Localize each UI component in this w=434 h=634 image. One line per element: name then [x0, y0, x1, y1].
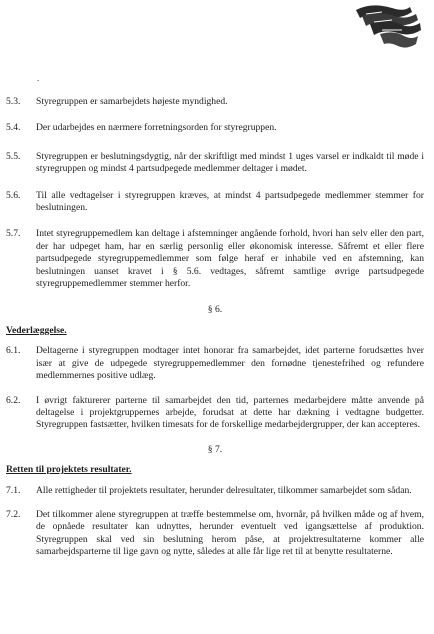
- clause-5-4: [6, 122, 424, 134]
- stray-mark: .: [37, 73, 40, 83]
- section-7-heading: Retten til projektets resultater.: [6, 464, 132, 476]
- clause-7-2: [6, 509, 424, 559]
- clause-5-6: [6, 190, 424, 215]
- clause-number: 5.7.: [6, 228, 21, 240]
- clause-5-5: [6, 151, 424, 176]
- clause-number: 5.6.: [6, 189, 21, 201]
- logo-emblem-icon: [352, 4, 424, 50]
- clause-text: Styregruppen er beslutningsdygtig, når der skriftligt med mindst 1 uges varsel er indkaldt til møde i styregruppen og mindst 4 partsudpegede medlemmer deltager i mødet.: [36, 150, 424, 175]
- clause-text: Der udarbejdes en nærmere forretningsorden for styregruppen.: [36, 122, 277, 134]
- clause-number: 5.5.: [6, 150, 21, 162]
- clause-number: 7.1.: [6, 484, 21, 496]
- document-body: [6, 96, 424, 559]
- clause-text: Intet styregruppemedlem kan deltage i afstemninger angående forhold, hvori han selv eller den part, der har udpeget ham, har en særlig personlig eller økonomisk interesse. Såfremt et eller flere partsudpegede styregruppemedlemmer som følge heraf er inhabile ved en afstemning, kan beslutningen uanset kravet i § 5.6. vedtages, såfremt samtlige øvrige partsudpegede styregruppemedlemmer stemmer herfor.: [36, 228, 424, 290]
- section-6-mark: § 6.: [207, 304, 223, 316]
- section-7-mark: § 7.: [207, 443, 223, 455]
- clause-number: 6.1.: [6, 345, 21, 357]
- clause-number: 7.2.: [6, 508, 21, 520]
- clause-5-3: [6, 96, 424, 108]
- clause-6-2: [6, 395, 424, 432]
- clause-text: Deltagerne i styregruppen modtager intet honorar fra samarbejdet, idet parterne forudsættes hver især at give de udpegede styregruppemedlemmer den fornødne tjenestefrihed og refundere medlemmernes positive udlæg.: [36, 345, 424, 382]
- clause-number: 6.2.: [6, 394, 21, 406]
- clause-7-1: [6, 485, 424, 497]
- clause-number: 5.4.: [6, 122, 21, 134]
- section-6-heading: Vederlæggelse.: [6, 324, 67, 336]
- clause-5-7: [6, 228, 424, 290]
- clause-number: 5.3.: [6, 96, 21, 107]
- clause-6-1: [6, 345, 424, 382]
- clause-text: Alle rettigheder til projektets resultater, herunder delresultater, tilkommer samarbejdet som sådan.: [36, 484, 412, 496]
- clause-text: Styregruppen er samarbejdets højeste myndighed.: [36, 96, 228, 107]
- clause-text: Til alle vedtagelser i styregruppen kræves, at mindst 4 partsudpegede medlemmer stemmer for beslutningen.: [36, 189, 424, 214]
- clause-text: I øvrigt fakturerer parterne til samarbejdet den tid, parternes medarbejdere måtte anvende på deltagelse i projektgruppernes arbejde, forudsat at dette har dækning i vedtagne budgetter. Styregruppen fastsætter, hvilken timesats for de forskellige medarbejdergrupper, der kan accepteres.: [36, 394, 424, 431]
- clause-text: Det tilkommer alene styregruppen at træffe bestemmelse om, hvornår, på hvilken måde og af hvem, de opnåede resultater kan udnyttes, herunder eventuelt ved igangsættelse af produktion. Styregruppen skal ved sin beslutning herom påse, at projektresultaterne kommer alle samarbejdsparterne til lige gavn og nytte, således at alle får lige ret til at benytte resultaterne.: [36, 508, 424, 558]
